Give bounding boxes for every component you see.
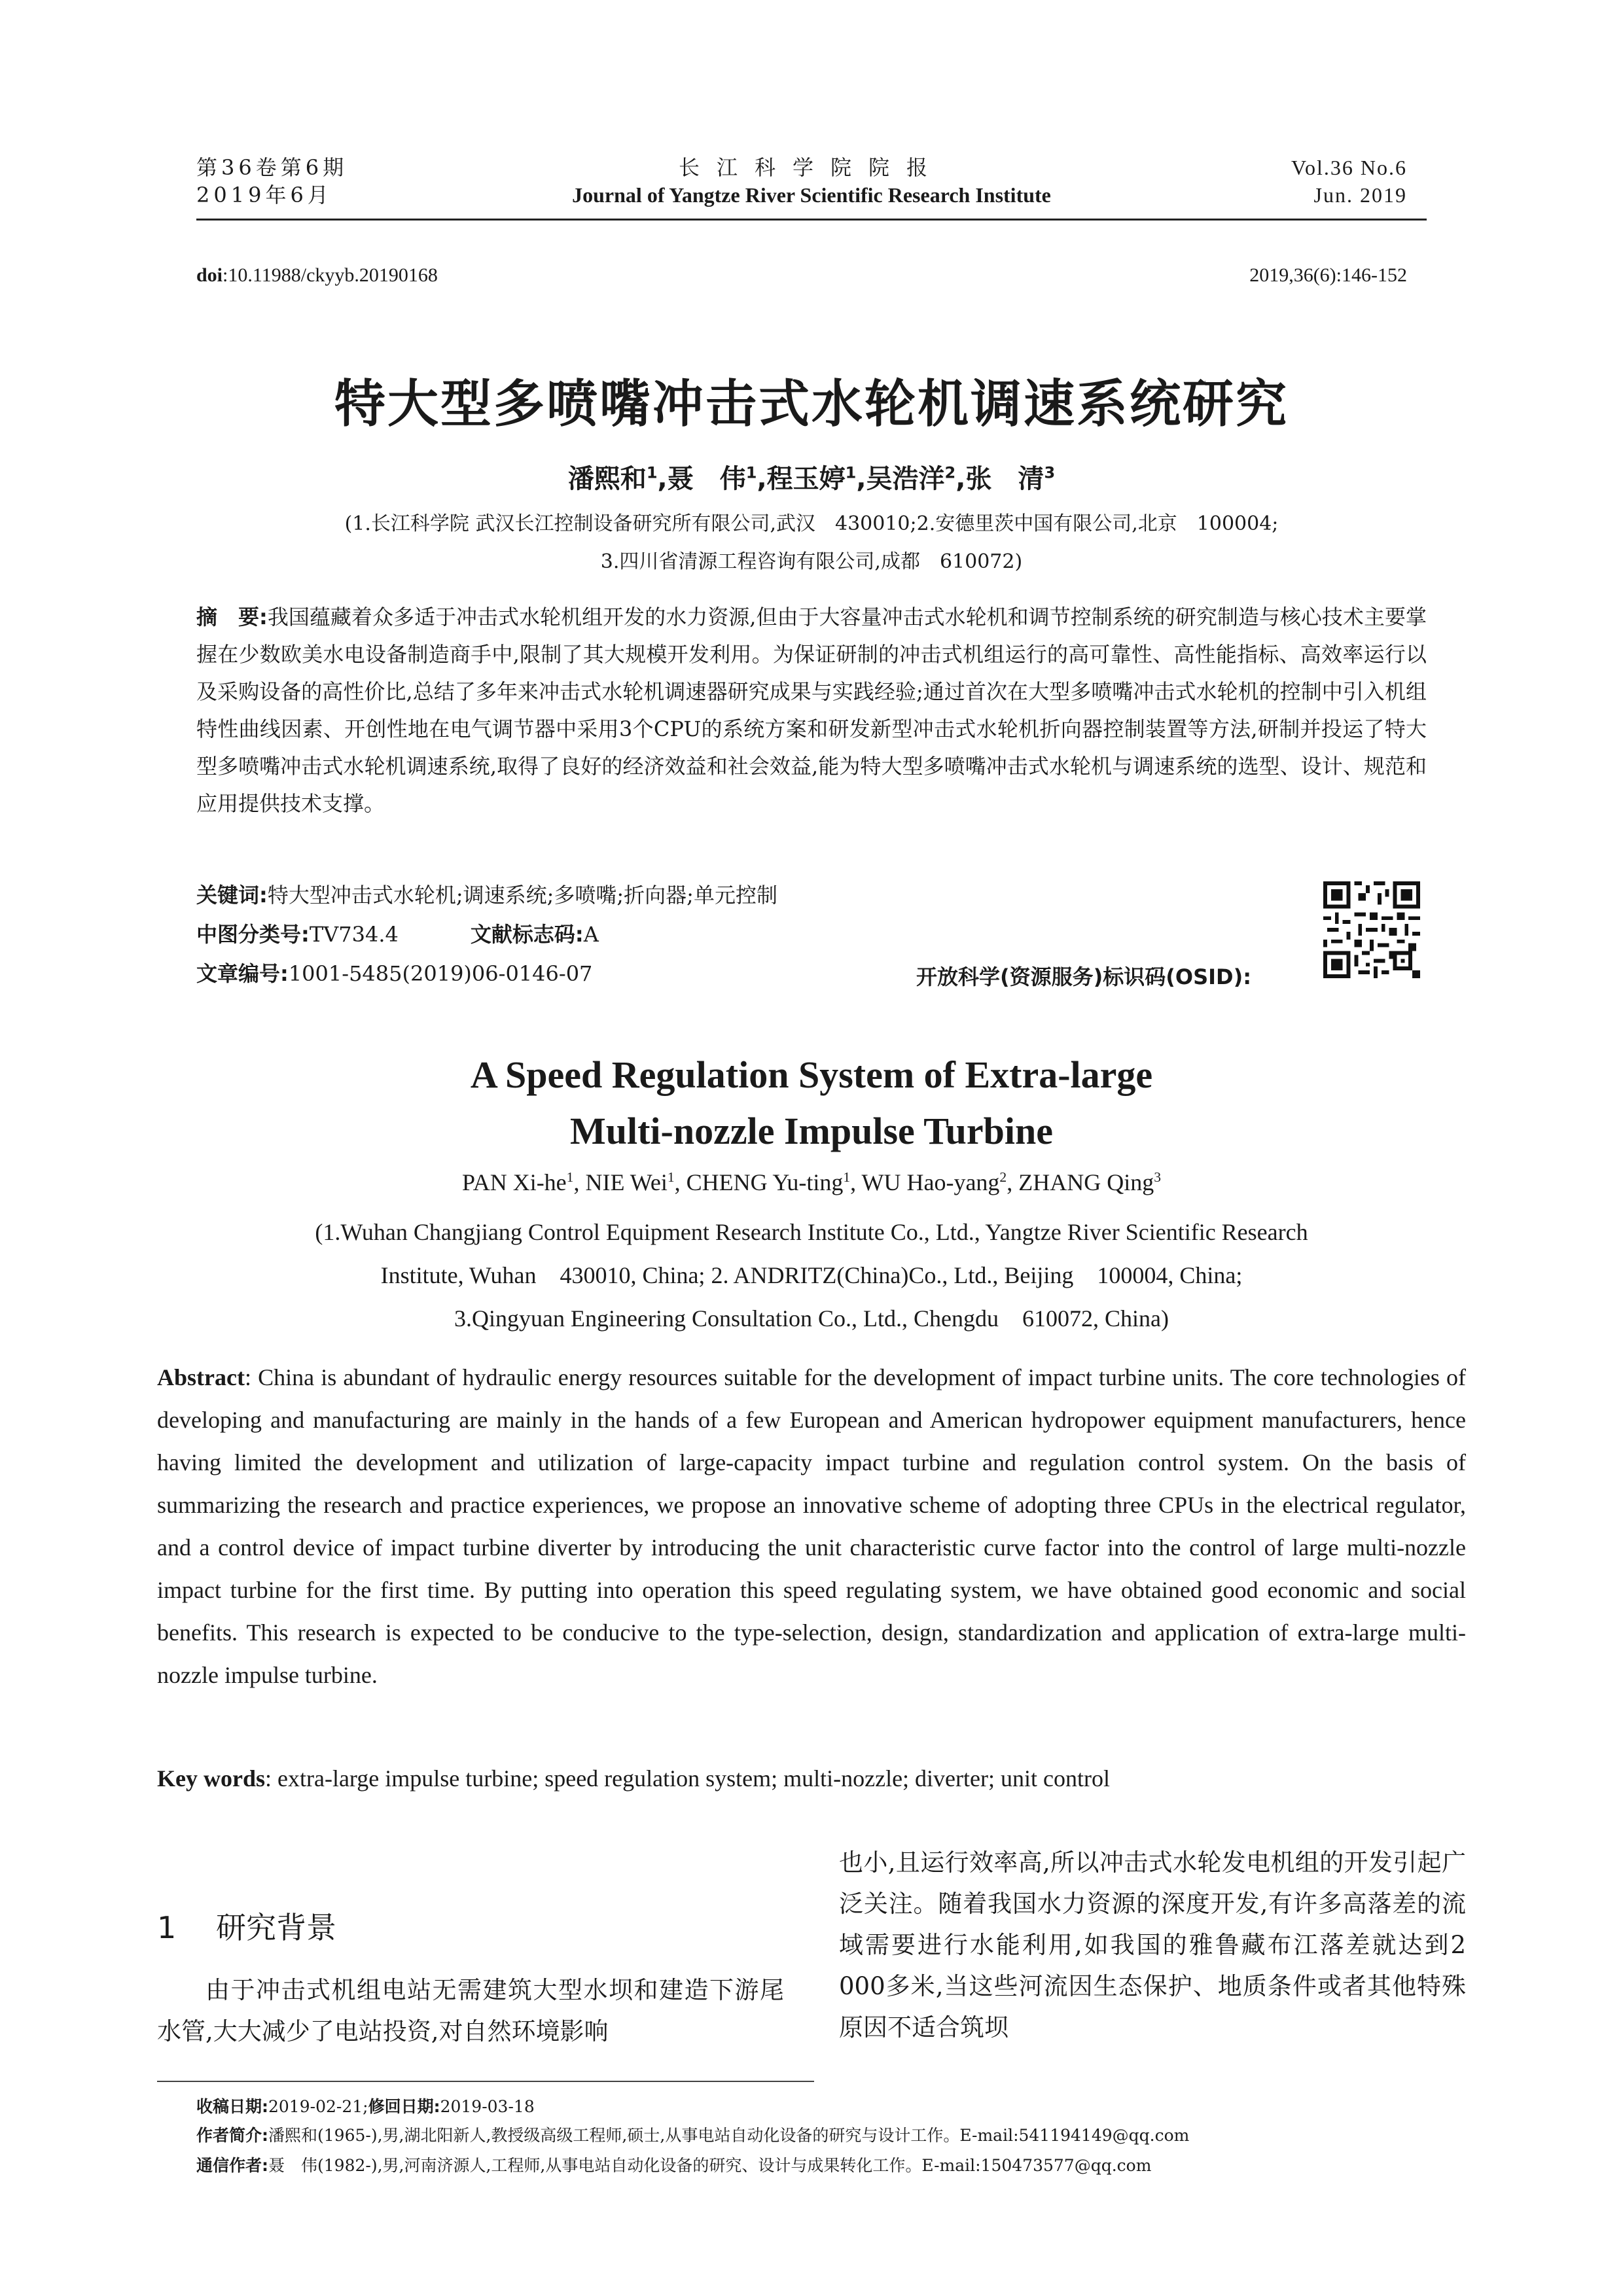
journal-name-en: Journal of Yangtze River Scientific Research Institute <box>572 183 1051 207</box>
osid-label: 开放科学(资源服务)标识码(OSID): <box>916 964 1252 989</box>
keywords-en-label: Key words <box>157 1765 265 1792</box>
affiliation-en-line: (1.Wuhan Changjiang Control Equipment Research Institute Co., Ltd., Yangtze River Scientific Research <box>315 1219 1308 1245</box>
footnote-corresponding <box>196 2153 1151 2179</box>
revised-label: 修回日期: <box>368 2097 440 2116</box>
body-right-column: 也小,且运行效率高,所以冲击式水轮发电机组的开发引起广泛关注。随着我国水力资源的深度开发,有许多高落差的流域需要进行水能利用,如我国的雅鲁藏布江落差就达到2 000多米,当这些河流因生态保护、地质条件或者其他特殊原因不适合筑坝 <box>839 1848 1466 2041</box>
author-cn: 张 清 <box>965 464 1044 494</box>
doi-label: doi <box>196 264 223 286</box>
classification <box>196 916 599 953</box>
doi <box>196 264 438 287</box>
author-en: CHENG Yu-ting <box>686 1169 844 1195</box>
clc-label: 中图分类号: <box>196 922 310 947</box>
title-en-line: A Speed Regulation System of Extra-large <box>470 1053 1153 1096</box>
authors-en: PAN $Xi-he^1$, NIE Wei$^1$, CHENG Yu-ting$^1$, WU Hao-yang$^2$, ZHANG Qing$^3$ <box>461 1169 1161 1195</box>
issue-info-en <box>1291 154 1407 209</box>
author-en: ZHANG Qing <box>1018 1169 1154 1195</box>
body-left-column: 由于冲击式机组电站无需建筑大型水坝和建造下游尾水管,大大减少了电站投资,对自然环境影响 <box>157 1976 784 2045</box>
title-en <box>196 1047 1427 1159</box>
author-cn: 潘熙和 <box>567 464 647 494</box>
corresponding-label: 通信作者: <box>196 2156 268 2175</box>
abstract-cn-text: 我国蕴藏着众多适于冲击式水轮机组开发的水力资源,但由于大容量冲击式水轮机和调节控制系统的研究制造与核心技术主要掌握在少数欧美水电设备制造商手中,限制了其大规模开发利用。为保证研制的冲击式机组运行的高可靠性、高性能指标、高效率运行以及采购设备的高性价比,总结了多年来冲击式水轮机调速器研究成果与实践经验;通过首次在大型多喷嘴冲击式水轮机的控制中引入机组特性曲线因素、开创性地在电气调节器中采用3个CPU的系统方案和研发新型冲击式水轮机折向器控制装置等方法,研制并投运了特大型多喷嘴冲击式水轮机调速系统,取得了良好的经济效益和社会效益,能为特大型多喷嘴冲击式水轮机与调速系统的选型、设计、规范和应用提供技术支撑。 <box>196 605 1427 816</box>
abstract-en-label: Abstract <box>157 1364 245 1390</box>
affiliations-cn <box>196 505 1427 581</box>
authors-cn: 潘熙和$^1$,聂 伟$^1$,程玉婷$^1$,吴浩洋$^2$,张 清$^3$ <box>567 463 1056 494</box>
footnote-rule <box>157 2081 814 2082</box>
received-value: 2019-02-21; <box>268 2097 368 2116</box>
revised-value: 2019-03-18 <box>440 2097 535 2116</box>
author-bio-label: 作者简介: <box>196 2126 268 2145</box>
article-number-label: 文章编号: <box>196 961 289 986</box>
issue-en-line1: Vol.36 No.6 <box>1291 156 1407 179</box>
article-number <box>196 955 592 993</box>
author-bio-value: 潘熙和(1965-),男,湖北阳新人,教授级高级工程师,硕士,从事电站自动化设备的研究与设计工作。E-mail:541194149@qq.com <box>268 2126 1190 2145</box>
keywords-en-text: : extra-large impulse turbine; speed regulation system; multi-nozzle; diverter; unit control <box>265 1765 1110 1792</box>
section-heading <box>157 1904 336 1947</box>
doc-code-label: 文献标志码: <box>470 922 584 947</box>
corresponding-value: 聂 伟(1982-),男,河南济源人,工程师,从事电站自动化设备的研究、设计与成果转化工作。E-mail:150473577@qq.com <box>268 2156 1152 2175</box>
footnote-author <box>196 2123 1189 2149</box>
journal-name-cn: 长江科学院院报 <box>678 155 944 180</box>
keywords-cn <box>196 877 777 914</box>
received-label: 收稿日期: <box>196 2097 268 2116</box>
section-number: 1 <box>157 1910 177 1945</box>
citation: 2019,36(6):146-152 <box>1249 264 1407 286</box>
journal-name <box>537 154 1086 209</box>
title-cn: 特大型多喷嘴冲击式水轮机调速系统研究 <box>334 375 1289 434</box>
article-number-value: 1001-5485(2019)06-0146-07 <box>288 961 593 986</box>
affiliation-cn-line: (1.长江科学院 武汉长江控制设备研究所有限公司,武汉 430010;2.安德里茨中国有限公司,北京 100004; <box>344 512 1279 535</box>
keywords-cn-label: 关键词: <box>196 883 268 908</box>
doc-code-value: A <box>583 922 599 947</box>
affiliations-en <box>196 1210 1427 1340</box>
qr-code-icon <box>1323 881 1420 978</box>
abstract-cn <box>196 599 1427 822</box>
author-en: PAN Xi-he <box>461 1169 567 1195</box>
keywords-en <box>157 1757 1466 1800</box>
issue-info-cn <box>196 154 348 209</box>
issue-en-line2: Jun. 2019 <box>1313 183 1407 207</box>
clc-value: TV734.4 <box>309 922 399 947</box>
author-cn: 聂 伟 <box>667 464 746 494</box>
doi-value: :10.11988/ckyyb.20190168 <box>223 264 438 286</box>
section-title: 研究背景 <box>216 1910 336 1945</box>
issue-cn-line2: 2019年6月 <box>196 183 332 207</box>
keywords-cn-text: 特大型冲击式水轮机;调速系统;多喷嘴;折向器;单元控制 <box>267 883 777 908</box>
abstract-cn-label: 摘 要: <box>196 605 268 629</box>
header-rule <box>196 219 1427 221</box>
author-en: NIE Wei <box>585 1169 668 1195</box>
author-cn: 吴浩洋 <box>866 464 945 494</box>
author-en: WU Hao-yang <box>861 1169 1000 1195</box>
affiliation-cn-line: 3.四川省清源工程咨询有限公司,成都 610072) <box>600 550 1023 573</box>
affiliation-en-line: 3.Qingyuan Engineering Consultation Co., Ltd., Chengdu 610072, China) <box>454 1305 1169 1332</box>
title-en-line: Multi-nozzle Impulse Turbine <box>570 1110 1053 1152</box>
author-cn: 程玉婷 <box>766 464 846 494</box>
abstract-en-text: : China is abundant of hydraulic energy resources suitable for the development of impact turbine units. The core technologies of developing and manufacturing are mainly in the hands of a few European and American hydropower equipment manufacturers, hence having limited the development and utilization of large-capacity impact turbine and regulation control system. On the basis of summarizing the research and practice experiences, we propose an innovative scheme of adopting three CPUs in the electrical regulator, and a control device of impact turbine diverter by introducing the unit characteristic curve factor into the control of large multi-nozzle impact turbine for the first time. By putting into operation this speed regulating system, we have obtained good economic and social benefits. This research is expected to be conducive to the type-selection, design, standardization and application of extra-large multi-nozzle impulse turbine. <box>157 1364 1466 1688</box>
affiliation-en-line: Institute, Wuhan 430010, China; 2. ANDRITZ(China)Co., Ltd., Beijing 100004, China; <box>380 1262 1243 1288</box>
abstract-en <box>157 1356 1466 1697</box>
issue-cn-line1: 第36卷第6期 <box>196 155 348 180</box>
footnote-dates <box>196 2094 535 2120</box>
